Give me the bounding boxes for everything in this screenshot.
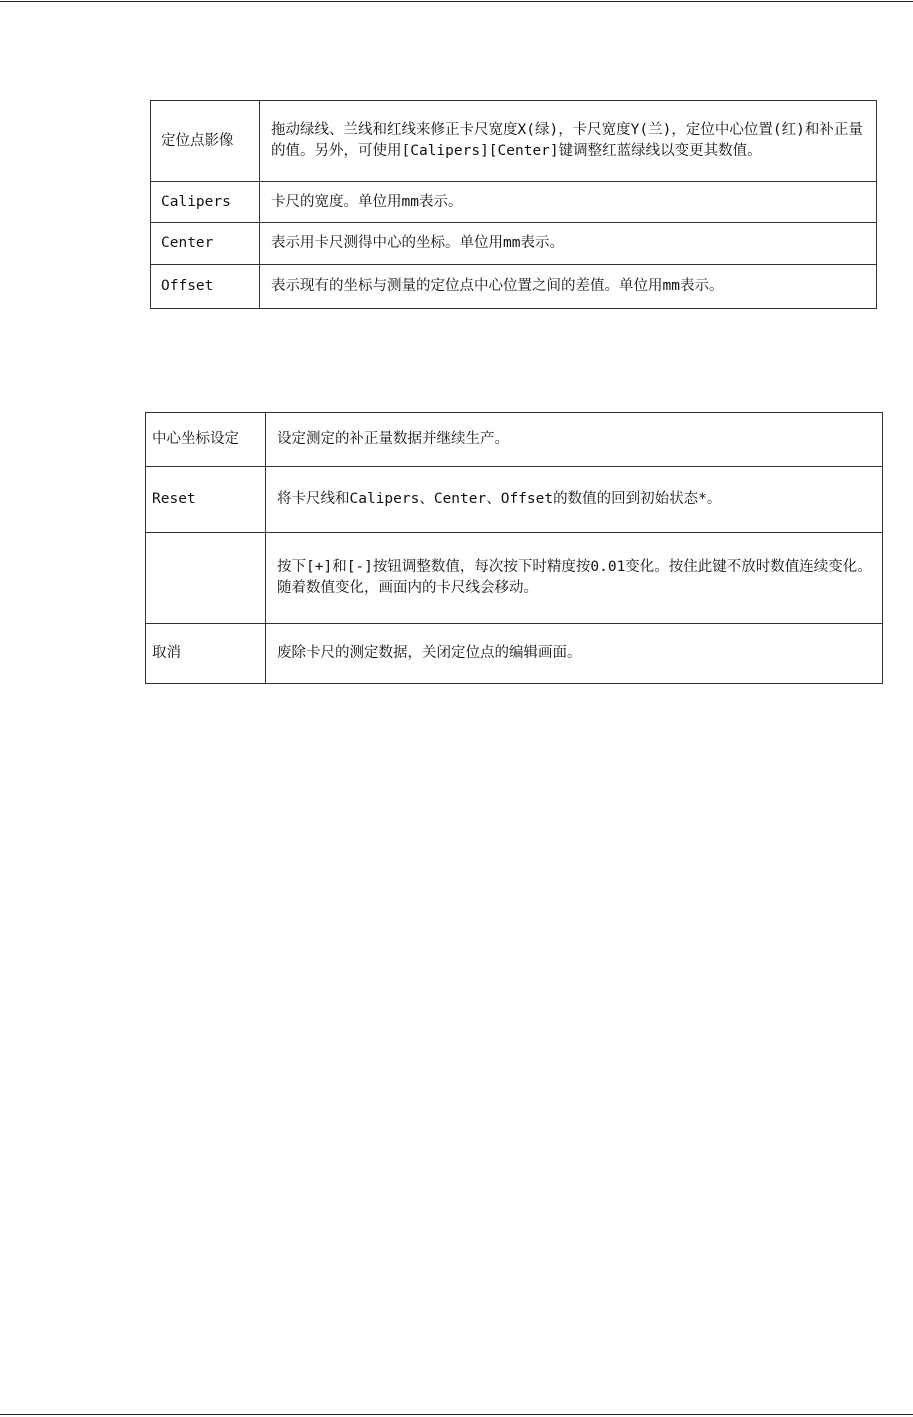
term-cell: Center xyxy=(151,223,260,265)
table-row xyxy=(151,182,877,223)
table-row xyxy=(146,413,883,467)
term-cell: 取消 xyxy=(146,624,266,684)
description-cell: 拖动绿线、兰线和红线来修正卡尺宽度X(绿)，卡尺宽度Y(兰)，定位中心位置(红)和补正量的值。另外，可使用[Calipers][Center]键调整红蓝绿线以变更其数值。 xyxy=(260,101,877,182)
table-row xyxy=(146,533,883,624)
table-row xyxy=(151,101,877,182)
definition-table-2 xyxy=(145,412,883,684)
description-cell: 设定测定的补正量数据并继续生产。 xyxy=(266,413,883,467)
description-cell: 废除卡尺的测定数据，关闭定位点的编辑画面。 xyxy=(266,624,883,684)
term-cell: Reset xyxy=(146,467,266,533)
description-cell: 将卡尺线和Calipers、Center、Offset的数值的回到初始状态*。 xyxy=(266,467,883,533)
term-cell: 中心坐标设定 xyxy=(146,413,266,467)
table-row xyxy=(146,467,883,533)
header-rule xyxy=(0,1,913,2)
term-cell: 定位点影像 xyxy=(151,101,260,182)
description-cell: 表示用卡尺测得中心的坐标。单位用mm表示。 xyxy=(260,223,877,265)
footer-rule xyxy=(0,1414,913,1415)
term-cell: Offset xyxy=(151,265,260,309)
definition-table-1 xyxy=(150,100,877,309)
description-cell: 按下[+]和[-]按钮调整数值，每次按下时精度按0.01变化。按住此键不放时数值连续变化。随着数值变化，画面内的卡尺线会移动。 xyxy=(266,533,883,624)
table-row xyxy=(146,624,883,684)
description-cell: 表示现有的坐标与测量的定位点中心位置之间的差值。单位用mm表示。 xyxy=(260,265,877,309)
table-row xyxy=(151,265,877,309)
description-cell: 卡尺的宽度。单位用mm表示。 xyxy=(260,182,877,223)
table-row xyxy=(151,223,877,265)
term-cell: Calipers xyxy=(151,182,260,223)
term-cell xyxy=(146,533,266,624)
